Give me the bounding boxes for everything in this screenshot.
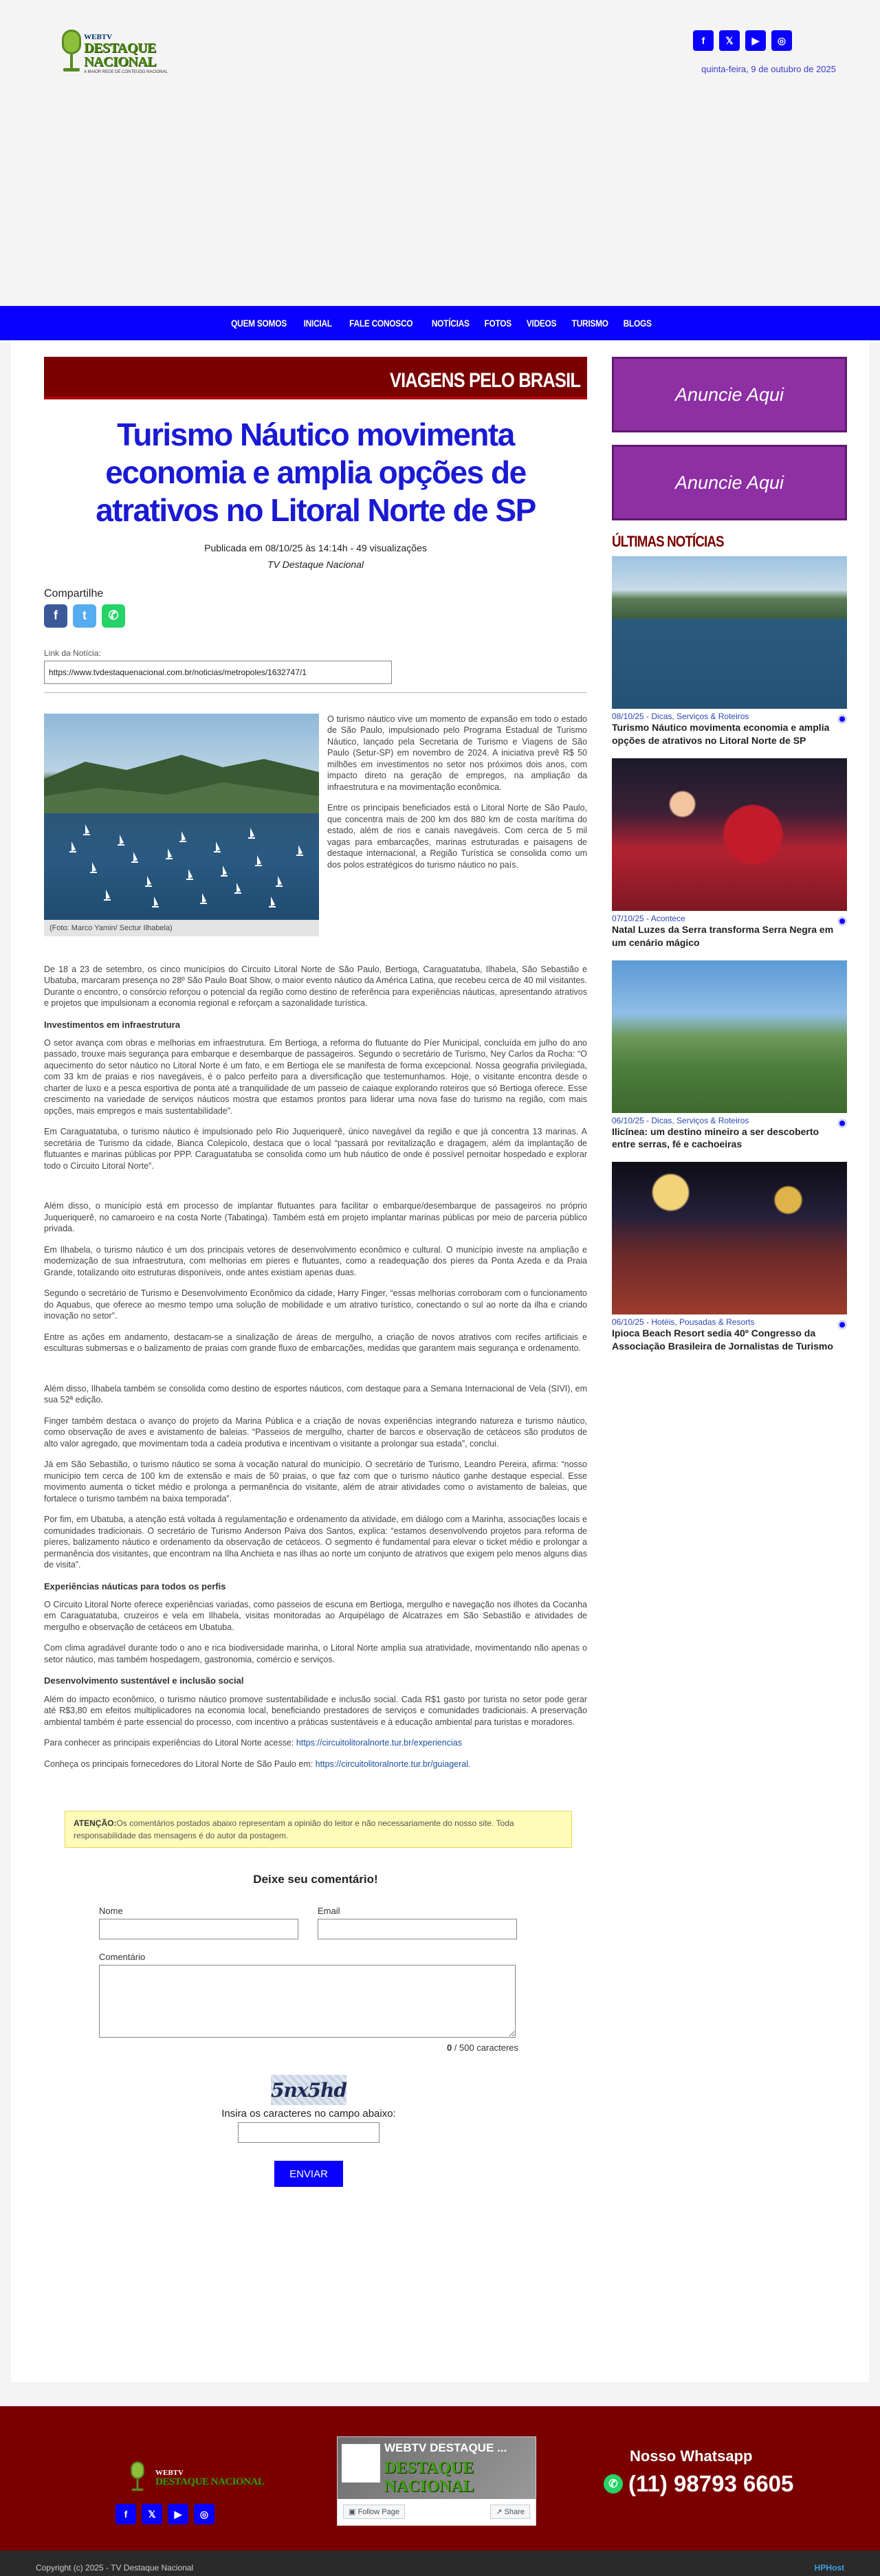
spacer: [44, 1181, 587, 1200]
char-counter: 0 / 500 caracteres: [446, 2043, 518, 2054]
footer-logo[interactable]: [124, 2454, 264, 2502]
developer-logo[interactable]: HPHost: [814, 2563, 844, 2573]
section-subheading: Investimentos em infraestrutura: [44, 1019, 180, 1030]
youtube-icon[interactable]: ▶: [745, 30, 766, 51]
whatsapp-share-icon[interactable]: ✆: [102, 604, 125, 628]
page-avatar: [342, 2444, 380, 2483]
main-container: [11, 340, 869, 2382]
news-thumbnail: [612, 1162, 847, 1314]
body-paragraph: O Circuito Litoral Norte oferece experiências variadas, como passeios de escuna em Bertioga, mergulho e navegação nos ilhotes da Cocanha em Caraguatatuba, cruzeiros e vela em Ilhabela, visitas monitoradas ao Arquipélago de Alcatrazes em São Sebastião e atividades de mergulho e observação de cetáceos em Ubatuba.: [44, 1599, 587, 1632]
share-buttons: [44, 604, 587, 628]
nav-noticias[interactable]: NOTÍCIAS: [431, 318, 470, 329]
captcha-field[interactable]: [238, 2122, 380, 2143]
captcha-image: 5nx5hd: [271, 2075, 346, 2105]
bullet-icon: [837, 714, 847, 724]
submit-button[interactable]: ENVIAR: [274, 2161, 343, 2187]
share-button[interactable]: ↗ Share: [490, 2505, 530, 2519]
comment-label: Comentário: [99, 1952, 146, 1963]
section-banner: VIAGENS PELO BRASIL: [44, 357, 587, 399]
body-paragraph: Além do impacto econômico, o turismo náutico promove sustentabilidade e inclusão social. Cada R$1 gasto por turista no setor pode gerar até R$3,80 em efeitos multiplicadores na economia local, beneficiando prestadores de serviços e comunidades tradicionais. A preservação ambiental também é parte essencial do processo, com incentivo a práticas sustentáveis e à educação ambiental para turistas e moradores.: [44, 1694, 587, 1727]
facebook-icon[interactable]: f: [693, 30, 714, 51]
spacer: [44, 1364, 587, 1383]
photo-caption: (Foto: Marco Yamin/ Sectur Ilhabela): [44, 920, 319, 936]
logo-big-text: DESTAQUE NACIONAL: [84, 40, 157, 69]
external-link[interactable]: https://circuitolitoralnorte.tur.br/experiencias: [296, 1738, 462, 1748]
bullet-icon: [837, 1119, 847, 1128]
body-paragraph: Entre as ações em andamento, destacam-se a sinalização de áreas de mergulho, a criação de novos atrativos com recifes artificiais e esculturas submersas e o balizamento de praias com grande fluxo de embarcações, medidas que garantem mais segurança e ordenamento.: [44, 1332, 587, 1354]
external-link[interactable]: https://circuitolitoralnorte.tur.br/guiageral.: [315, 1759, 471, 1769]
article-source: TV Destaque Nacional: [267, 558, 364, 570]
x-icon[interactable]: 𝕏: [719, 30, 740, 51]
body-paragraph: Em Caraguatatuba, o turismo náutico é impulsionado pelo Rio Juqueriquerê, único navegável da região e que já concentra 13 marinas. A secretária de Turismo da cidade, Bianca Colepicolo, destaca que o local “passará por revitalização e dragagem, além da implantação de flutuantes e marinas públicas por PPP. Caraguatatuba se consolida como um hub náutico de onde é possível pernoitar hospedado e explorar todo o Circuito Litoral Norte”.: [44, 1127, 587, 1171]
footer-social-links: [116, 2504, 214, 2524]
comment-title: Deixe seu comentário!: [253, 1873, 378, 1886]
microphone-icon: [128, 2462, 147, 2496]
news-date-category: 06/10/25 - Dicas, Serviços & Roteiros: [612, 1115, 749, 1125]
share-label: Compartilhe: [44, 587, 104, 599]
news-item[interactable]: [612, 1162, 847, 1353]
news-date-category: 07/10/25 - Acontece: [612, 913, 685, 923]
facebook-icon[interactable]: f: [116, 2504, 136, 2524]
name-field[interactable]: [99, 1919, 298, 1939]
main-nav: [0, 306, 880, 340]
nav-fotos[interactable]: FOTOS: [484, 318, 512, 329]
body-paragraph: Com clima agradável durante todo o ano e rica biodiversidade marinha, o Litoral Norte amplia sua atratividade, movimentando não apenas o setor náutico, mas também hospedagem, gastronomia, comércio e serviços.: [44, 1643, 587, 1664]
sidebar: [612, 357, 847, 1353]
ad-banner[interactable]: Anuncie Aqui: [612, 357, 847, 432]
news-thumbnail: [612, 758, 847, 911]
ad-banner[interactable]: Anuncie Aqui: [612, 445, 847, 520]
whatsapp-icon: ✆: [604, 2474, 623, 2494]
body-paragraph: Além disso, Ilhabela também se consolida como destino de esportes náuticos, com destaque para a Semana Internacional de Vela (SIVI), em sua 52ª edição.: [44, 1383, 587, 1405]
photo-boats: [44, 714, 319, 920]
captcha-label: Insira os caracteres no campo abaixo:: [221, 2108, 396, 2120]
logo-small-text: WEBTV: [84, 32, 113, 41]
x-icon[interactable]: 𝕏: [142, 2504, 162, 2524]
article-photo: [44, 714, 319, 936]
copyright-text: Copyright (c) 2025 - TV Destaque Nacional: [36, 2563, 194, 2573]
youtube-icon[interactable]: ▶: [168, 2504, 188, 2524]
lead-paragraph: O turismo náutico vive um momento de expansão em todo o estado de São Paulo, impulsionado pelo Programa Estadual de Turismo Náutico, lançado pela Secretaria de Turismo e Viagens de São Paulo (Setur-SP) em novembro de 2024. A iniciativa prevê R$ 50 milhões em investimentos no setor nos próximos dois anos, com impacto direto na geração de empregos, na ampliação da infraestrutura e na movimentação econômica.: [327, 714, 587, 792]
copyright-bar: [0, 2551, 880, 2576]
instagram-icon[interactable]: ◎: [194, 2504, 214, 2524]
news-thumbnail: [612, 556, 847, 709]
nav-fale-conosco[interactable]: FALE CONOSCO: [349, 318, 413, 329]
bullet-icon: [837, 916, 847, 926]
news-title: Turismo Náutico movimenta economia e amplia opções de atrativos no Litoral Norte de SP: [612, 722, 830, 746]
social-links: [693, 30, 792, 51]
article-headline: Turismo Náutico movimenta economia e amplia opções de atrativos no Litoral Norte de SP: [96, 417, 536, 529]
comment-form: [99, 1906, 518, 2187]
news-item[interactable]: [612, 556, 847, 747]
facebook-share-icon[interactable]: f: [44, 604, 67, 628]
body-paragraph: Por fim, em Ubatuba, a atenção está voltada à regulamentação e ordenamento da atividade, em diálogo com a Marinha, associações locais e comunidades tradicionais. O secretário de Turismo Anderson Paiva dos Santos, explica: “estamos desenvolvendo projetos para reforma de píeres, balizamento náutico e ordenamento da observação de cetáceos. O segmento é fundamental para elevar o ticket médio e prolongar a permanência dos visitantes, que encontram na Ilha Anchieta e nas ilhas ao norte um conjunto de atrativos que exigem pelo menos alguns dias de visita”.: [44, 1515, 587, 1570]
section-subheading: Experiências náuticas para todos os perfis: [44, 1581, 226, 1592]
whatsapp-title: Nosso Whatsapp: [630, 2447, 753, 2465]
nav-turismo[interactable]: TURISMO: [571, 318, 608, 329]
link-paragraph: Conheça os principais fornecedores do Litoral Norte de São Paulo em: https://circuitolitoralnorte.tur.br/guiageral.: [44, 1759, 471, 1769]
fb-page-brand: DESTAQUE NACIONAL: [384, 2459, 474, 2496]
news-title: Natal Luzes da Serra transforma Serra Negra em um cenário mágico: [612, 923, 834, 948]
news-date-category: 08/10/25 - Dicas, Serviços & Roteiros: [612, 712, 749, 721]
article-column: [44, 357, 587, 2187]
link-paragraph: Para conhecer as principais experiências do Litoral Norte acesse: https://circuitolitoralnorte.tur.br/experiencias: [44, 1738, 462, 1748]
marina-photo: [44, 714, 319, 920]
fb-page-name[interactable]: WEBTV DESTAQUE ...: [384, 2441, 507, 2454]
nav-blogs[interactable]: BLOGS: [623, 318, 652, 329]
article-link-field[interactable]: [44, 661, 392, 684]
body-paragraph: Segundo o secretário de Turismo e Desenvolvimento Econômico da cidade, Harry Finger, “essas melhorias corroboram com o funcionamento do Aquabus, que oferece ao mesmo tempo uma solução de mobilidade e um atrativo turístico, conectando o sul ao norte da ilha e criando inovação no setor”.: [44, 1288, 587, 1321]
email-label: Email: [318, 1906, 340, 1917]
facebook-page-widget: [337, 2436, 536, 2526]
link-label: Link da Notícia:: [44, 648, 101, 658]
nav-videos[interactable]: VIDEOS: [526, 318, 556, 329]
body-paragraph: Já em São Sebastião, o turismo náutico se soma à vocação natural do município. O secretário de Turismo, Leandro Pereira, afirma: “nosso município tem cerca de 100 km de extensão e mais de 50 praias, o que faz com que o turismo náutico ganhe destaque especial. Esse movimento aumenta o ticket médio e prolonga a permanência do visitante, além de atrair atividades como o avistamento de baleias, que fortalece o turismo também na baixa temporada”.: [44, 1460, 587, 1504]
follow-page-button[interactable]: ▣ Follow Page: [343, 2505, 405, 2519]
latest-news-heading: ÚLTIMAS NOTÍCIAS: [612, 533, 724, 550]
article-body: [44, 964, 587, 1770]
news-thumbnail: [612, 960, 847, 1113]
news-date-category: 06/10/25 - Hotéis, Pousadas & Resorts: [612, 1317, 755, 1328]
twitter-share-icon[interactable]: t: [73, 604, 96, 628]
whatsapp-number[interactable]: ✆ (11) 98793 6605: [604, 2471, 793, 2497]
nav-quem-somos[interactable]: QUEM SOMOS: [230, 318, 287, 329]
news-item[interactable]: [612, 758, 847, 949]
site-footer: [0, 2406, 880, 2551]
lead-paragraph: Entre os principais beneficiados está o Litoral Norte de São Paulo, que concentra mais de 200 km dos 880 km de costa marítima do estado, além de rios e canais navegáveis. Com cerca de 5 mil vagas para embarcações, marinas estruturadas e paisagens de destaque internacional, a Região Turística se consolida como um dos polos estratégicos do turismo náutico no país.: [327, 803, 587, 870]
logo-small-text: WEBTV: [155, 2469, 184, 2477]
microphone-icon: [58, 30, 80, 78]
logo-big-text: DESTAQUE NACIONAL: [155, 2476, 265, 2487]
nav-inicial[interactable]: INICIAL: [303, 318, 332, 329]
site-header: [0, 0, 880, 306]
comment-field[interactable]: [99, 1965, 516, 2038]
name-label: Nome: [99, 1906, 123, 1917]
comment-notice: ATENÇÃO:Os comentários postados abaixo representam a opinião do leitor e não necessariamente do nosso site. Toda responsabilidade das mensagens é do autor da postagem.: [65, 1811, 572, 1848]
news-item[interactable]: [612, 960, 847, 1152]
share-icon: ↗: [496, 2508, 505, 2516]
current-date: quinta-feira, 9 de outubro de 2025: [701, 64, 836, 74]
site-logo[interactable]: [58, 26, 202, 81]
body-paragraph: Em Ilhabela, o turismo náutico é um dos principais vetores de desenvolvimento econômico e cultural. O município investe na ampliação e modernização de sua infraestrutura, com melhorias em píeres e flutuantes, como a readequação dos píeres da Ponta Azeda e da Praia Grande, totalizando oito estruturas disponíveis, onde antes existiam apenas duas.: [44, 1244, 587, 1277]
section-subheading: Desenvolvimento sustentável e inclusão social: [44, 1675, 244, 1686]
news-title: Ilicínea: um destino mineiro a ser descoberto entre serras, fé e cachoeiras: [612, 1125, 820, 1150]
body-paragraph: Finger também destaca o avanço do projeto da Marina Pública e a criação de novas experiências integrando natureza e turismo náutico, como observação de aves e avistamento de baleias. “Passeios de mergulho, charter de barcos e observação de cetáceos são produtos de alto valor agregado, que movimentam toda a cadeia produtiva e incentivam o visitante a prolongar sua estada”, conclui.: [44, 1416, 587, 1449]
body-paragraph: Além disso, o município está em processo de implantar flutuantes para facilitar o embarque/desembarque de passageiros no próprio Juqueriquerê, no camaroeiro e na costa Norte (Tabatinga). Também está em projeto implantar marinas públicas por meio de parceria público privada.: [44, 1201, 587, 1234]
facebook-icon: ▣: [349, 2508, 358, 2516]
lead-text: [327, 714, 587, 936]
article-meta: Publicada em 08/10/25 às 14:14h - 49 visualizações: [204, 542, 427, 553]
instagram-icon[interactable]: ◎: [771, 30, 792, 51]
logo-tagline: A MAIOR REDE DE CONTEÚDO NACIONAL: [84, 69, 168, 74]
body-paragraph: O setor avança com obras e melhorias em infraestrutura. Em Bertioga, a reforma do flutuante do Píer Municipal, concluída em julho do ano passado, trouxe mais segurança para embarque e desembarque de passageiros. Segundo o secretário de Turismo, Ney Carlos da Rocha: “O aquecimento do setor náutico no Litoral Norte é um fato, e em Bertioga ele se manifesta de forma excepcional. Nossa geografia privilegiada, com 33 km de praias e rios navegáveis, é o palco perfeito para a diversificação que testemunhamos. Hoje, o visitante encontra desde o charter de luxo e a pesca esportiva de ponta até a tranquilidade de um passeio de caiaque explorando roteiros que só Bertioga oferece. Esse crescimento na variedade de serviços náuticos mostra que estamos prontos para liderar uma nova fase do turismo na região, com mais opções, mais empregos e mais sustentabilidade”.: [44, 1037, 587, 1116]
divider: [44, 692, 587, 693]
email-field[interactable]: [318, 1919, 517, 1939]
news-title: Ipioca Beach Resort sedia 40º Congresso da Associação Brasileira de Jornalistas de Turismo: [612, 1328, 833, 1352]
body-paragraph: De 18 a 23 de setembro, os cinco municípios do Circuito Litoral Norte de São Paulo, Bertioga, Caraguatatuba, Ilhabela, São Sebastião e Ubatuba, marcaram presença no 28º São Paulo Boat Show, o maior evento náutico da América Latina, que recebeu cerca de 40 mil visitantes. Durante o encontro, o consórcio reforçou o potencial da região como destino de referência para experiências náuticas, apresentando atrativos e projetos que impulsionam a economia regional e reforçam a sazonalidade turística.: [44, 964, 587, 1009]
